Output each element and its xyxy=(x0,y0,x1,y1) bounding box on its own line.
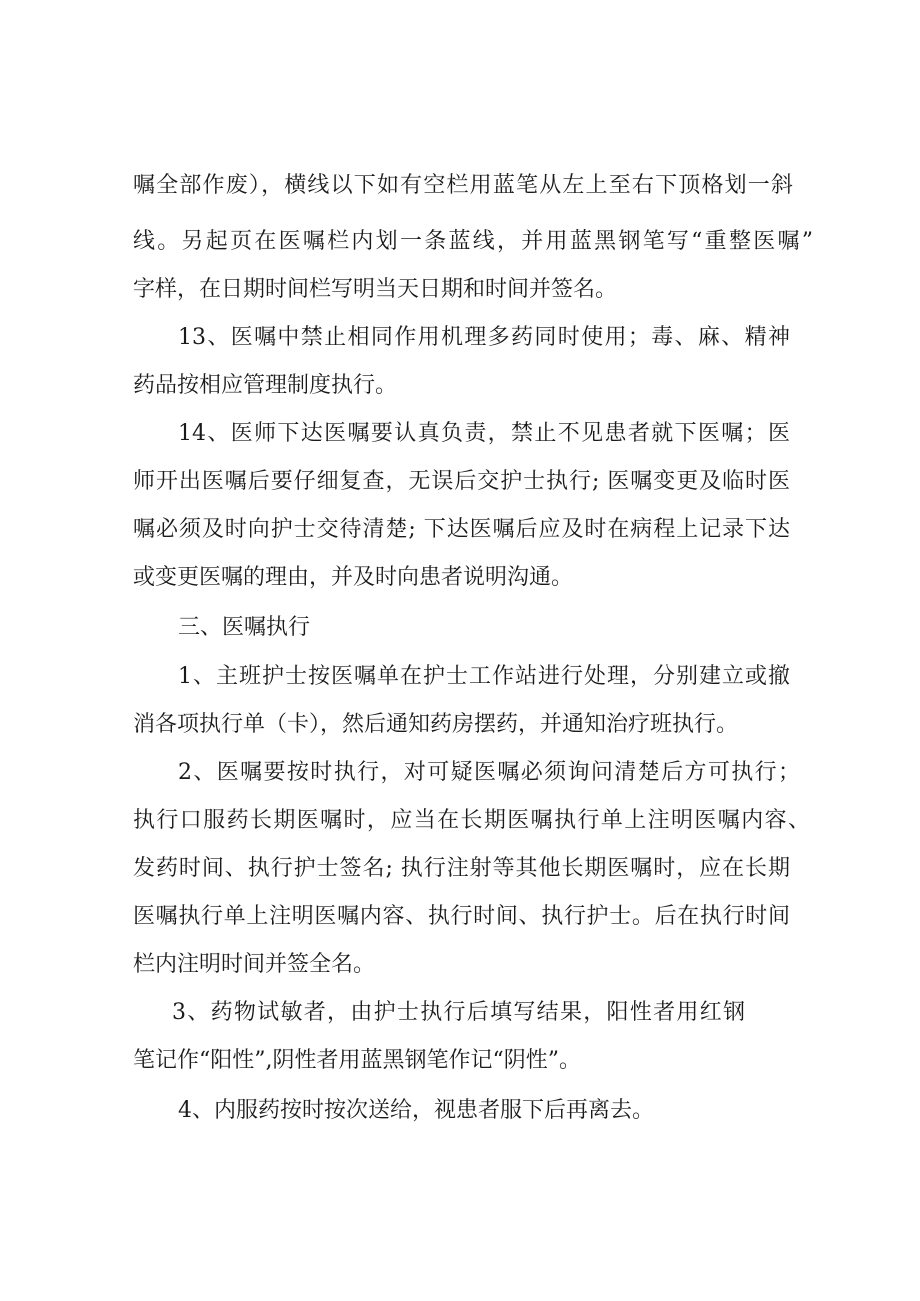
body-text-line: 嘱全部作废），横线以下如有空栏用蓝笔从左上至右下顶格划一斜 xyxy=(133,173,793,198)
body-text-line: 4、内服药按时按次送给，视患者服下后再离去。 xyxy=(178,1098,654,1123)
body-text-line: 2、医嘱要按时执行，对可疑医嘱必须询问清楚后方可执行； xyxy=(178,760,800,785)
body-text-line: 医嘱执行单上注明医嘱内容、执行时间、执行护士。后在执行时间 xyxy=(133,904,790,929)
body-text-line: 药品按相应管理制度执行。 xyxy=(133,373,398,398)
section-heading: 三、医嘱执行 xyxy=(178,615,311,640)
body-text-line: 嘱必须及时向护士交待清楚; 下达医嘱后应及时在病程上记录下达 xyxy=(133,517,790,542)
body-text-line: 笔记作“阳性”,阴性者用蓝黑钢笔作记“阴性”。 xyxy=(133,1048,581,1073)
body-text-line: 发药时间、执行护士签名; 执行注射等其他长期医嘱时，应在长期 xyxy=(133,856,790,881)
body-text-line: 1、主班护士按医嘱单在护士工作站进行处理，分别建立或撤 xyxy=(178,664,790,689)
body-text-line: 线。另起页在医嘱栏内划一条蓝线，并用蓝黑钢笔写“重整医嘱” xyxy=(133,229,813,254)
body-text-line: 执行口服药长期医嘱时，应当在长期医嘱执行单上注明医嘱内容、 xyxy=(133,808,810,833)
body-text-line: 3、药物试敏者，由护士执行后填写结果，阳性者用红钢 xyxy=(172,1000,745,1025)
body-text-line: 或变更医嘱的理由，并及时向患者说明沟通。 xyxy=(133,565,574,590)
body-text-line: 13、医嘱中禁止相同作用机理多药同时使用；毒、麻、精神 xyxy=(178,325,790,350)
body-text-line: 栏内注明时间并签全名。 xyxy=(133,952,376,977)
body-text-line: 字样，在日期时间栏写明当天日期和时间并签名。 xyxy=(133,277,618,302)
body-text-line: 消各项执行单（卡），然后通知药房摆药，并通知治疗班执行。 xyxy=(133,712,739,737)
body-text-line: 14、医师下达医嘱要认真负责，禁止不见患者就下医嘱；医 xyxy=(178,421,790,446)
body-text-line: 师开出医嘱后要仔细复查，无误后交护士执行; 医嘱变更及临时医 xyxy=(133,469,790,494)
